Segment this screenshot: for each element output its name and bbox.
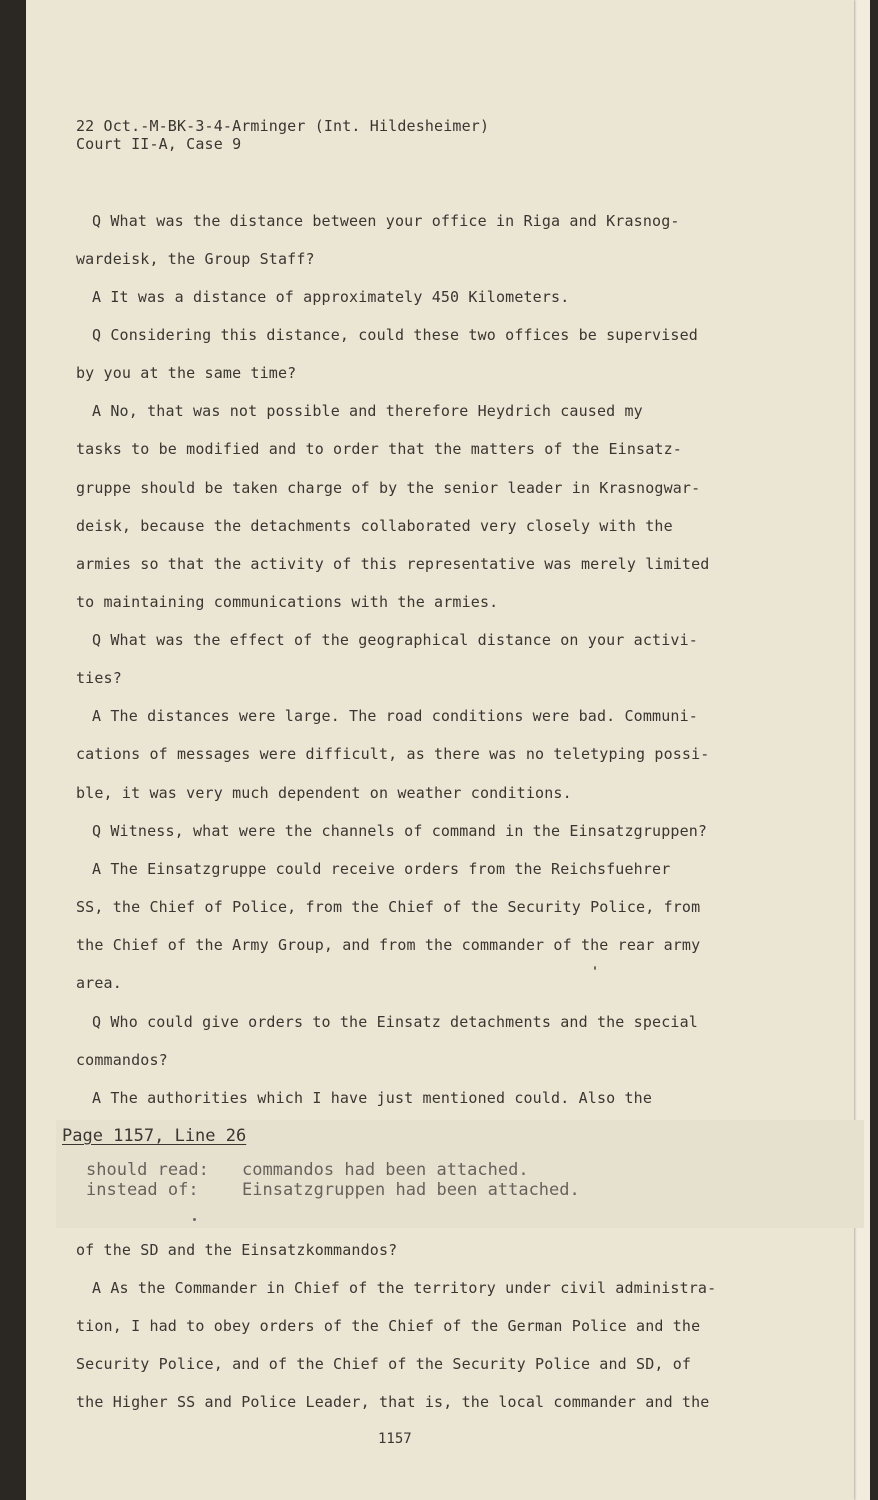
transcript-line: ble, it was very much dependent on weather conditions.: [76, 784, 572, 802]
transcript-line: tasks to be modified and to order that the matters of the Einsatz-: [76, 440, 682, 458]
paper-edge: [854, 0, 870, 1500]
transcript-line: gruppe should be taken charge of by the senior leader in Krasnogwar-: [76, 479, 701, 497]
transcript-line: Q Who could give orders to the Einsatz detachments and the special: [92, 1013, 698, 1031]
transcript-line: A No, that was not possible and therefore Heydrich caused my: [92, 402, 643, 420]
transcript-line: commandos?: [76, 1051, 168, 1069]
transcript-line: to maintaining communications with the armies.: [76, 593, 499, 611]
transcript-line: of the SD and the Einsatzkommandos?: [76, 1241, 398, 1259]
transcript-line: SS, the Chief of Police, from the Chief of the Security Police, from: [76, 898, 701, 916]
transcript-line: Q Witness, what were the channels of command in the Einsatzgruppen?: [92, 822, 708, 840]
transcript-line: ties?: [76, 669, 122, 687]
transcript-line: wardeisk, the Group Staff?: [76, 250, 315, 268]
errata-instead-of-label: instead of:: [86, 1180, 199, 1200]
transcript-line: armies so that the activity of this representative was merely limited: [76, 555, 710, 573]
transcript-line: Security Police, and of the Chief of the Security Police and SD, of: [76, 1355, 692, 1373]
errata-should-read-label: should read:: [86, 1160, 209, 1180]
transcript-line: cations of messages were difficult, as there was no teletyping possi-: [76, 745, 710, 763]
errata-instead-of-text: Einsatzgruppen had been attached.: [242, 1180, 580, 1200]
errata-title: Page 1157, Line 26: [62, 1126, 247, 1146]
header-line-1: 22 Oct.-M-BK-3-4-Arminger (Int. Hildesheimer): [76, 117, 490, 135]
transcript-line: Q What was the distance between your office in Riga and Krasnog-: [92, 212, 680, 230]
transcript-line: A As the Commander in Chief of the territory under civil administra-: [92, 1279, 717, 1297]
transcript-line: tion, I had to obey orders of the Chief of the German Police and the: [76, 1317, 701, 1335]
ink-speck: [193, 1218, 196, 1221]
transcript-line: deisk, because the detachments collaborated very closely with the: [76, 517, 673, 535]
header-line-2: Court II-A, Case 9: [76, 135, 242, 153]
ink-speck: [594, 966, 596, 970]
transcript-line: Q What was the effect of the geographical distance on your activi-: [92, 631, 698, 649]
transcript-line: Q Considering this distance, could these two offices be supervised: [92, 326, 698, 344]
transcript-line: the Chief of the Army Group, and from the commander of the rear army: [76, 936, 701, 954]
transcript-line: A The distances were large. The road conditions were bad. Communi-: [92, 707, 698, 725]
transcript-line: area.: [76, 974, 122, 992]
transcript-line: by you at the same time?: [76, 364, 297, 382]
page-number: 1157: [378, 1431, 412, 1447]
errata-should-read-text: commandos had been attached.: [242, 1160, 529, 1180]
transcript-line: A The Einsatzgruppe could receive orders from the Reichsfuehrer: [92, 860, 671, 878]
transcript-line: the Higher SS and Police Leader, that is, the local commander and the: [76, 1393, 710, 1411]
transcript-line: A The authorities which I have just mentioned could. Also the: [92, 1089, 653, 1107]
transcript-line: A It was a distance of approximately 450 Kilometers.: [92, 288, 570, 306]
